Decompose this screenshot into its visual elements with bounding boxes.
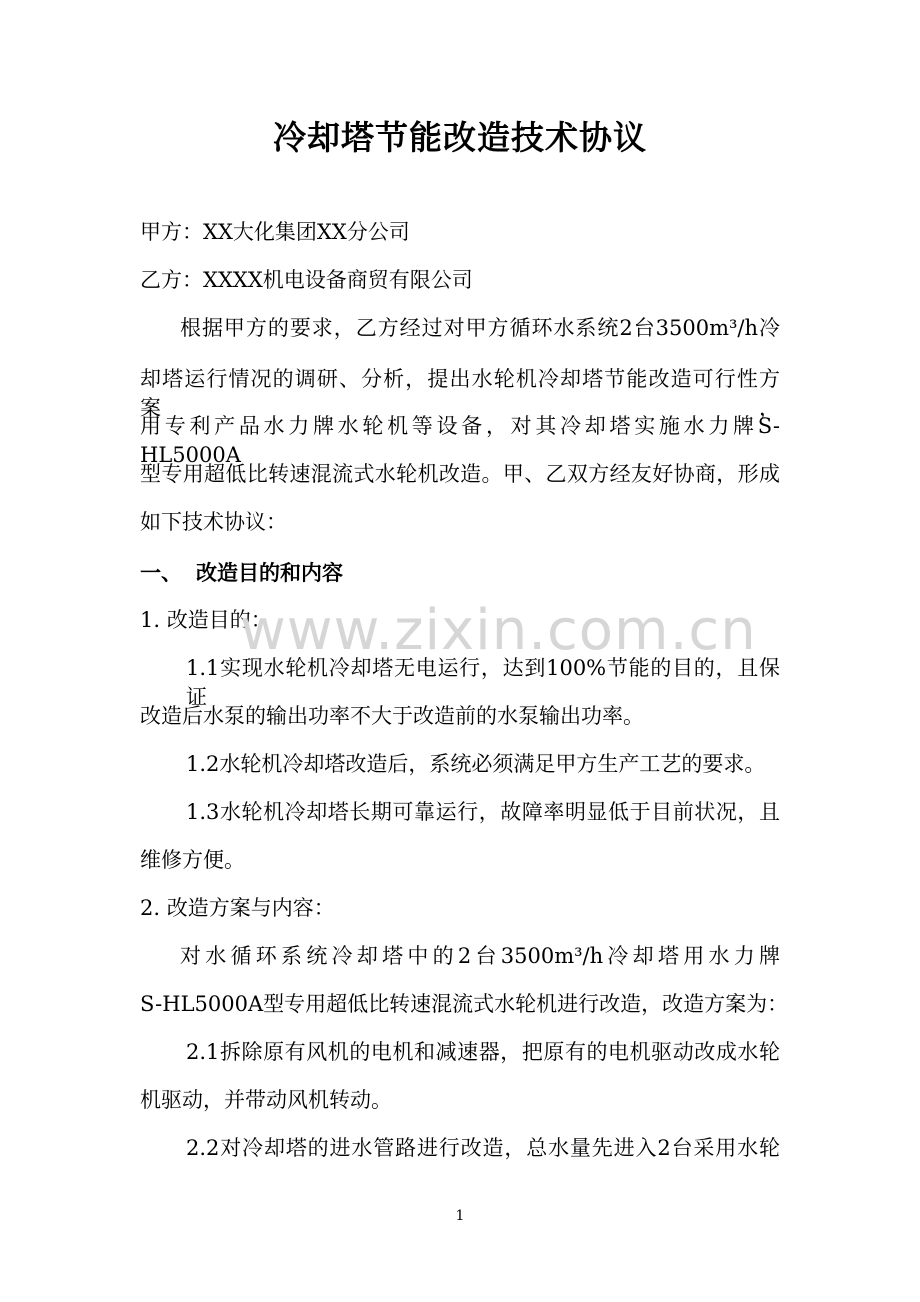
document-title: 冷却塔节能改造技术协议 [273, 118, 647, 157]
intro-line: 型专用超低比转速混流式水轮机改造。甲、乙双方经友好协商，形成 [140, 462, 780, 486]
watermark: www.zixin.com.cn [240, 598, 757, 663]
item-line: 1.1实现水轮机冷却塔无电运行，达到100%节能的目的，且保证 [186, 656, 780, 709]
page-number: 1 [455, 1208, 465, 1224]
item-line: 2.1拆除原有风机的电机和减速器，把原有的电机驱动改成水轮 [186, 1040, 780, 1064]
item-heading: 1. 改造目的： [140, 608, 272, 632]
section-number: 一、 [140, 561, 182, 585]
section-label: 改造目的和内容 [196, 561, 343, 585]
section-heading [140, 557, 343, 587]
intro-line: 却塔运行情况的调研、分析，提出水轮机冷却塔节能改造可行性方案， [140, 367, 780, 420]
item-line: S-HL5000A型专用超低比转速混流式水轮机进行改造，改造方案为： [140, 992, 789, 1016]
party-b: 乙方：XXXX机电设备商贸有限公司 [140, 268, 473, 292]
intro-line: 根据甲方的要求，乙方经过对甲方循环水系统2台3500m³/h冷 [180, 316, 780, 340]
item-line: 机驱动，并带动风机转动。 [140, 1088, 392, 1112]
party-a: 甲方：XX大化集团XX分公司 [140, 220, 410, 244]
item-line: 2.2对冷却塔的进水管路进行改造，总水量先进入2台采用水轮 [186, 1136, 780, 1160]
intro-line: 用专利产品水力牌水轮机等设备，对其冷却塔实施水力牌S-HL5000A [140, 414, 780, 467]
item-line: 1.3水轮机冷却塔长期可靠运行，故障率明显低于目前状况，且 [186, 800, 780, 824]
item-line: 对水循环系统冷却塔中的2台3500m³/h冷却塔用水力牌 [180, 944, 780, 968]
item-line: 改造后水泵的输出功率不大于改造前的水泵输出功率。 [140, 704, 644, 728]
intro-line: 如下技术协议： [140, 510, 287, 534]
item-heading: 2. 改造方案与内容： [140, 896, 335, 920]
item-line: 维修方便。 [140, 848, 245, 872]
item-line: 1.2水轮机冷却塔改造后，系统必须满足甲方生产工艺的要求。 [186, 752, 766, 776]
